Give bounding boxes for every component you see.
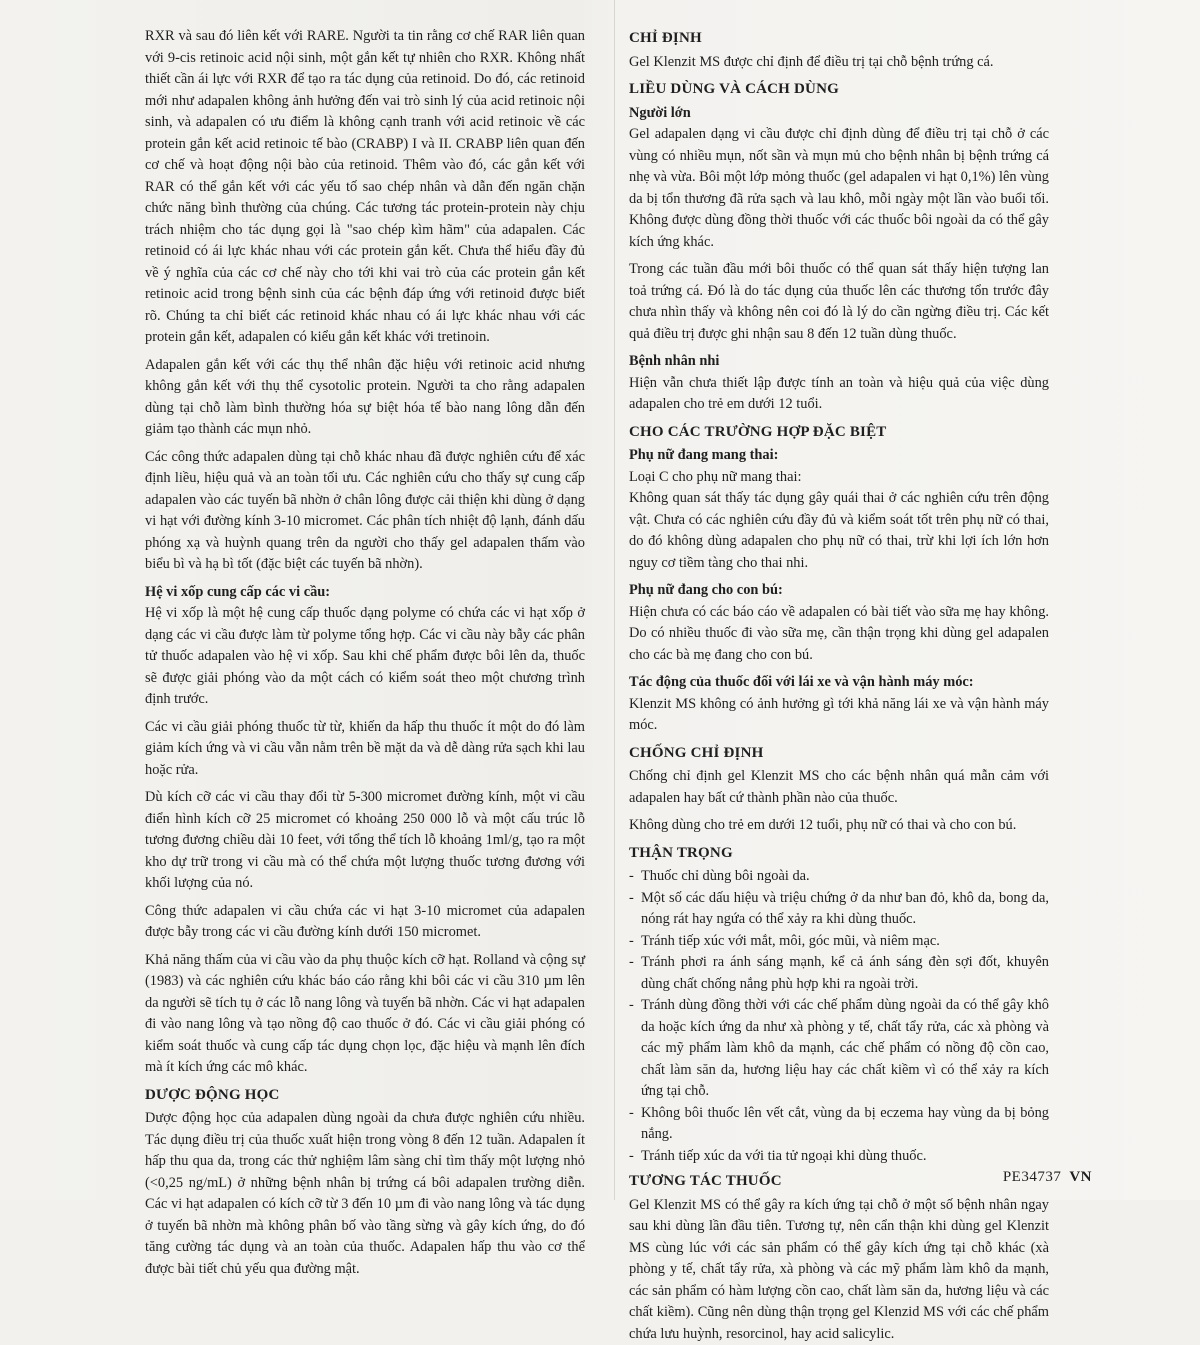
- heading-pregnancy: Phụ nữ đang mang thai:: [629, 445, 1049, 467]
- paragraph-breastfeeding: Hiện chưa có các báo cáo về adapalen có bài tiết vào sữa mẹ hay không. Do có nhiều thuốc đi vào sữa mẹ, cần thận trọng khi dùng gel adapalen cho các bà mẹ đang cho con bú.: [629, 602, 1049, 667]
- list-item: - Tránh tiếp xúc da với tia tử ngoại khi dùng thuốc.: [629, 1146, 1049, 1168]
- heading-special-cases: CHO CÁC TRƯỜNG HỢP ĐẶC BIỆT: [629, 422, 1049, 444]
- column-divider: [614, 0, 615, 1200]
- paragraph-penetration: Khả năng thấm của vi cầu vào da phụ thuộc kích cỡ hạt. Rolland và cộng sự (1983) và các nghiên cứu khác báo cáo rằng khi bôi các vi cầu 310 µm lên da người sẽ tích tụ ở các lỗ nang lông và tuyến bã nhờn. Các vi hạt adapalen đi vào nang lông và tạo nồng độ cao thuốc ở đó. Các vi cầu giải phóng có kiểm soát thuốc và cung cấp tác dụng chọn lọc, đặc hiệu và mạnh lên đích mà ít kích ứng các mô khác.: [145, 950, 585, 1079]
- list-item: - Tránh dùng đồng thời với các chế phẩm dùng ngoài da có thể gây khô da hoặc kích ứng da như xà phòng y tế, chất tẩy rửa, các xà phòng và các mỹ phẩm làm khô da mạnh, các chế phẩm có nồng độ cồn cao, chất làm săn da, hương liệu hay các chất kiềm vì có thể xảy ra kích ứng tại chỗ.: [629, 995, 1049, 1103]
- heading-adult: Người lớn: [629, 103, 1049, 125]
- list-item: - Tránh phơi ra ánh sáng mạnh, kể cả ánh sáng đèn sợi đốt, khuyên dùng chất chống nắng phù hợp khi ra ngoài trời.: [629, 952, 1049, 995]
- heading-driving: Tác động của thuốc đối với lái xe và vận hành máy móc:: [629, 672, 1049, 694]
- left-column: [145, 26, 585, 1180]
- paragraph-pregnancy: Không quan sát thấy tác dụng gây quái thai ở các nghiên cứu trên động vật. Chưa có các nghiên cứu đầy đủ và kiểm soát tốt trên phụ nữ có thai, do đó không dùng adapalen cho phụ nữ có thai, trừ khi lợi ích lớn hơn nguy cơ tiềm tàng cho thai nhi.: [629, 488, 1049, 574]
- right-column: [629, 26, 1049, 1180]
- heading-drug-interactions: TƯƠNG TÁC THUỐC: [629, 1171, 1049, 1193]
- document-code-number: PE34737: [1003, 1169, 1062, 1185]
- paragraph-contraindication-groups: Không dùng cho trẻ em dưới 12 tuổi, phụ nữ có thai và cho con bú.: [629, 815, 1049, 837]
- paragraph-formulations: Các công thức adapalen dùng tại chỗ khác nhau đã được nghiên cứu để xác định liều, hiệu quả và an toàn tối ưu. Các nghiên cứu cho thấy sự cung cấp adapalen vào các tuyến bã nhờn ở chân lông được cải thiện khi dùng ở dạng vi hạt với đường kính 3-10 micromet. Các phân tích nhiệt độ lạnh, đánh dấu phóng xạ và huỳnh quang trên da người cho thấy gel adapalen thấm vào biểu bì và hạ bì tốt (đặc biệt các tuyến bã nhờn).: [145, 447, 585, 576]
- document-country-code: VN: [1069, 1169, 1092, 1185]
- heading-microsponge: Hệ vi xốp cung cấp các vi cầu:: [145, 582, 585, 604]
- paragraph-drug-interactions: Gel Klenzit MS có thể gây ra kích ứng tại chỗ ở một số bệnh nhân ngay sau khi dùng lần đầu tiên. Tương tự, nên cẩn thận khi dùng gel Klenzit MS cùng lúc với các sản phẩm có thể gây kích ứng tại chỗ khác (xà phòng y tế, chất tẩy rửa, xà phòng và các mỹ phẩm làm khô da mạnh, các sản phẩm có hàm lượng cồn cao, chất làm săn da, hương liệu và các chất kiềm). Cũng nên dùng thận trọng gel Klenzid MS với các chế phẩm chứa lưu huỳnh, resorcinol, hay acid salicylic.: [629, 1195, 1049, 1345]
- paragraph-adult-flare: Trong các tuần đầu mới bôi thuốc có thể quan sát thấy hiện tượng lan toả trứng cá. Đó là do tác dụng của thuốc lên các thương tổn trước đây chưa nhìn thấy và không nên coi đó là lý do cần ngừng điều trị. Các kết quả điều trị được ghi nhận sau 8 đến 12 tuần dùng thuốc.: [629, 259, 1049, 345]
- paragraph-receptor-binding: Adapalen gắn kết với các thụ thể nhân đặc hiệu với retinoic acid nhưng không gắn kết với thụ thể cysotolic protein. Người ta cho rằng adapalen dùng tại chỗ làm bình thường hóa sự biệt hóa tế bào nang lông dẫn đến giảm tạo thành các mụn nhỏ.: [145, 355, 585, 441]
- heading-contraindications: CHỐNG CHỈ ĐỊNH: [629, 743, 1049, 765]
- heading-dosage: LIỀU DÙNG VÀ CÁCH DÙNG: [629, 79, 1049, 101]
- list-item: - Một số các dấu hiệu và triệu chứng ở da như ban đỏ, khô da, bong da, nóng rát hay ngứa có thể xảy ra khi dùng thuốc.: [629, 888, 1049, 931]
- paragraph-microsponge-system: Hệ vi xốp là một hệ cung cấp thuốc dạng polyme có chứa các vi hạt xốp ở dạng các vi cầu được làm từ polyme tổng hợp. Các vi cầu này bẫy các phân tử thuốc adapalen vào hệ vi xốp. Sau khi chế phẩm được bôi lên da, thuốc sẽ được giải phóng vào da một cách có kiểm soát theo một chương trình định trước.: [145, 603, 585, 711]
- paragraph-contraindication-hypersensitivity: Chống chỉ định gel Klenzit MS cho các bệnh nhân quá mẫn cảm với adapalen hay bất cứ thành phần nào của thuốc.: [629, 766, 1049, 809]
- heading-indication: CHỈ ĐỊNH: [629, 28, 1049, 50]
- paragraph-driving: Klenzit MS không có ảnh hưởng gì tới khả năng lái xe và vận hành máy móc.: [629, 694, 1049, 737]
- paragraph-rxr-mechanism: RXR và sau đó liên kết với RARE. Người ta tin rằng cơ chế RAR liên quan với 9-cis retinoic acid nội sinh, một gắn kết tự nhiên cho RXR. Không nhất thiết cần ái lực với RXR để tạo ra tác dụng của retinoid. Do đó, các retinoid mới như adapalen không ảnh hưởng đến vai trò sinh lý của acid retinoic nội sinh, và adapalen có ưu điểm là không cạnh tranh với acid retinoic về các protein gắn kết acid retinoic tế bào (CRABP) I và II. CRABP liên quan đến cơ chế và hoạt động nội bào của retinoid. Thêm vào đó, các gắn kết với RAR có thể gắn kết với các yếu tố sao chép nhân và dẫn đến ngăn chặn chức năng bình thường của chúng. Các tương tác protein-protein này chịu trách nhiệm cho tác dụng gọi là "sao chép kìm hãm" của adapalen. Các retinoid có ái lực khác nhau với các protein gắn kết. Chưa thể hiểu đầy đủ về ý nghĩa của các cơ chế này cho tới khi vai trò của các protein gắn kết retinoic acid trong bệnh sinh của các bệnh đáp ứng với retinoid được biết rõ. Chúng ta chỉ biết các retinoid khác nhau có ái lực khác nhau với các protein gắn kết, adapalen có kiểu gắn kết khác với tretinoin.: [145, 26, 585, 349]
- list-item: - Thuốc chỉ dùng bôi ngoài da.: [629, 866, 1049, 888]
- paragraph-indication: Gel Klenzit MS được chỉ định để điều trị tại chỗ bệnh trứng cá.: [629, 52, 1049, 74]
- paragraph-adult-dosage: Gel adapalen dạng vi cầu được chỉ định dùng để điều trị tại chỗ ở các vùng có nhiều mụn, nốt sần và mụn mủ cho bệnh nhân bị bệnh trứng cá nhẹ và vừa. Bôi một lớp mỏng thuốc (gel adapalen vi hạt 0,1%) lên vùng da bị tổn thương đã rửa sạch và lau khô, mỗi ngày một lần vào buổi tối. Không được dùng đồng thời thuốc với các thuốc bôi ngoài da có thể gây kích ứng khác.: [629, 124, 1049, 253]
- paragraph-pharmacokinetics: Dược động học của adapalen dùng ngoài da chưa được nghiên cứu nhiều. Tác dụng điều trị của thuốc xuất hiện trong vòng 8 đến 12 tuần. Adapalen ít hấp thu qua da, trong các thử nghiệm lâm sàng chỉ tìm thấy một lượng nhỏ (<0,25 ng/mL) ở những bệnh nhân bị trứng cá bôi adapalen trường diễn. Các vi hạt adapalen có kích cỡ từ 3 đến 10 µm đi vào nang lông và tác dụng ở tuyến bã nhờn mà không phân bố vào tầng sừng và gây kích ứng, do đó tăng cường tác dụng và an toàn của thuốc. Adapalen hấp thu vào cơ thể được bài tiết chủ yếu qua đường mật.: [145, 1108, 585, 1280]
- heading-breastfeeding: Phụ nữ đang cho con bú:: [629, 580, 1049, 602]
- paragraph-microsphere-size: Dù kích cỡ các vi cầu thay đổi từ 5-300 micromet đường kính, một vi cầu điển hình kích cỡ 25 micromet có khoảng 250 000 lỗ và một cấu trúc lỗ tương đương chiều dài 10 feet, với tổng thể tích lỗ khoảng 1ml/g, tạo ra một kho dự trữ trong vi cầu mà có thể chứa một lượng thuốc tương đương với khối lượng của nó.: [145, 787, 585, 895]
- heading-precautions: THẬN TRỌNG: [629, 843, 1049, 865]
- heading-pediatric: Bệnh nhân nhi: [629, 351, 1049, 373]
- precautions-list: [629, 866, 1049, 1167]
- paragraph-pregnancy-category: Loại C cho phụ nữ mang thai:: [629, 467, 1049, 489]
- paragraph-pediatric: Hiện vẫn chưa thiết lập được tính an toàn và hiệu quả của việc dùng adapalen cho trẻ em dưới 12 tuổi.: [629, 373, 1049, 416]
- paragraph-microsphere-formula: Công thức adapalen vi cầu chứa các vi hạt 3-10 micromet của adapalen được bẫy trong các vi cầu đường kính dưới 150 micromet.: [145, 901, 585, 944]
- document-code: [1003, 1169, 1092, 1186]
- list-item: - Tránh tiếp xúc với mắt, môi, góc mũi, và niêm mạc.: [629, 931, 1049, 953]
- list-item: - Không bôi thuốc lên vết cắt, vùng da bị eczema hay vùng da bị bỏng nắng.: [629, 1103, 1049, 1146]
- heading-pharmacokinetics: DƯỢC ĐỘNG HỌC: [145, 1085, 585, 1107]
- paragraph-microsphere-release: Các vi cầu giải phóng thuốc từ từ, khiến da hấp thu thuốc ít một do đó làm giảm kích ứng và vi cầu vẫn nằm trên bề mặt da và dễ dàng rửa sạch khi lau hoặc rửa.: [145, 717, 585, 782]
